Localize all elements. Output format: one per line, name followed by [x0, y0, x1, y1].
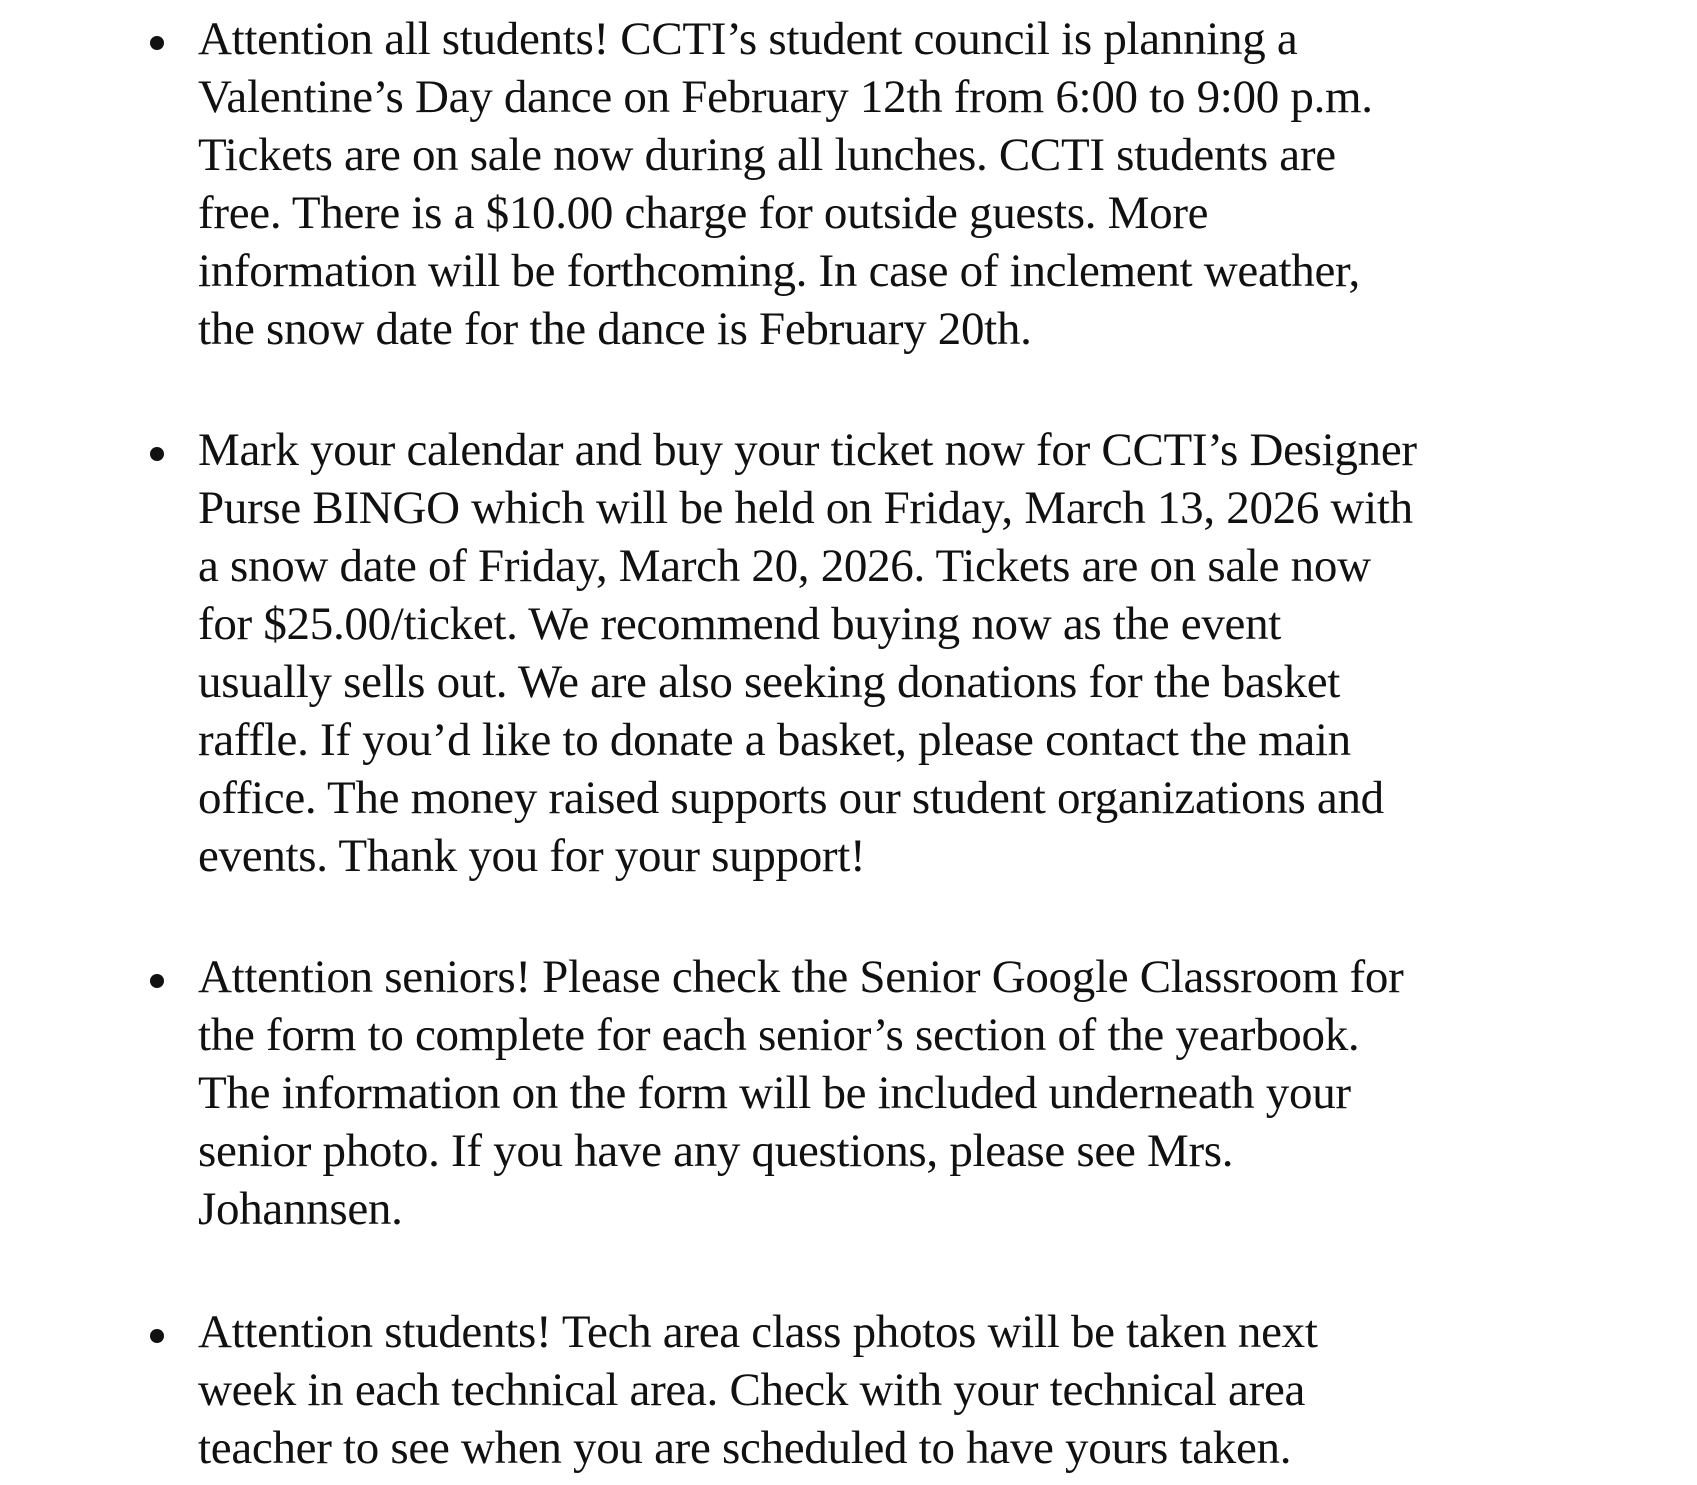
bullet-icon	[150, 1329, 164, 1343]
text-line: Attention seniors! Please check the Senior Google Classroom for	[198, 951, 1404, 1003]
text-line: the form to complete for each senior’s section of the yearbook.	[198, 1009, 1360, 1061]
text-line: raffle. If you’d like to donate a basket, please contact the main	[198, 714, 1351, 766]
announcement-text	[198, 948, 1678, 1238]
bullet-icon	[150, 36, 164, 50]
text-line: Purse BINGO which will be held on Friday, March 13, 2026 with	[198, 482, 1413, 534]
text-line: Valentine’s Day dance on February 12th from 6:00 to 9:00 p.m.	[198, 71, 1373, 123]
text-line: Tickets are on sale now during all lunches. CCTI students are	[198, 129, 1336, 181]
text-line: week in each technical area. Check with your technical area	[198, 1364, 1306, 1416]
text-line: teacher to see when you are scheduled to have yours taken.	[198, 1422, 1292, 1474]
text-line: Attention all students! CCTI’s student council is planning a	[198, 13, 1298, 65]
text-line: events. Thank you for your support!	[198, 830, 866, 882]
text-line: The information on the form will be included underneath your	[198, 1067, 1351, 1119]
bullet-icon	[150, 447, 164, 461]
text-line: senior photo. If you have any questions, please see Mrs.	[198, 1125, 1234, 1177]
announcement-text	[198, 421, 1678, 885]
text-line: information will be forthcoming. In case of inclement weather,	[198, 245, 1360, 297]
announcement-text	[198, 10, 1678, 358]
bullet-icon	[150, 974, 164, 988]
text-line: the snow date for the dance is February 20th.	[198, 303, 1032, 355]
text-line: Mark your calendar and buy your ticket now for CCTI’s Designer	[198, 424, 1417, 476]
text-line: a snow date of Friday, March 20, 2026. Tickets are on sale now	[198, 540, 1371, 592]
announcement-text	[198, 1303, 1678, 1477]
text-line: usually sells out. We are also seeking donations for the basket	[198, 656, 1341, 708]
text-line: for $25.00/ticket. We recommend buying now as the event	[198, 598, 1282, 650]
text-line: Attention students! Tech area class photos will be taken next	[198, 1306, 1318, 1358]
text-line: Johannsen.	[198, 1183, 403, 1235]
text-line: office. The money raised supports our student organizations and	[198, 772, 1384, 824]
text-line: free. There is a $10.00 charge for outside guests. More	[198, 187, 1209, 239]
